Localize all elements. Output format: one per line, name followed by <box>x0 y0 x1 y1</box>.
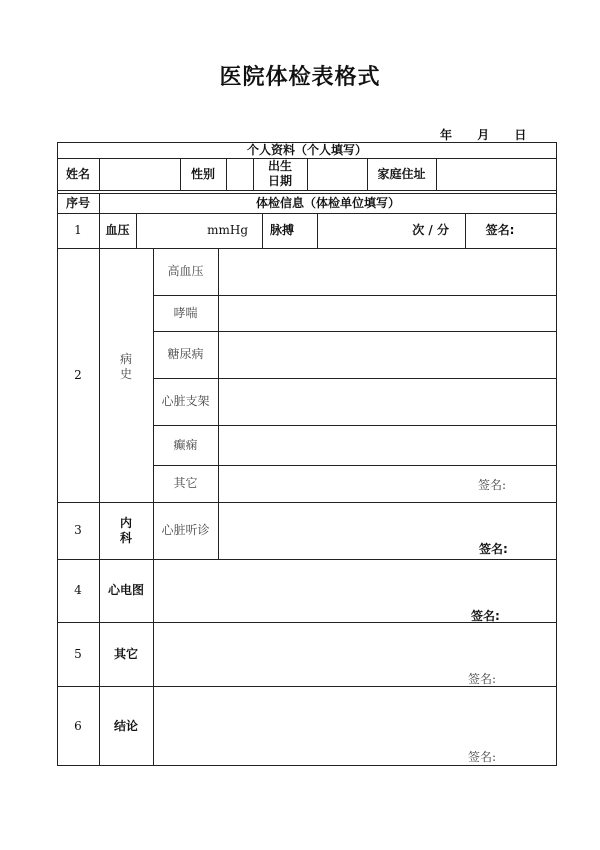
date-day-label: 日 <box>514 128 527 142</box>
history-item-field[interactable] <box>218 425 557 465</box>
history-label-line2: 史 <box>119 367 132 381</box>
history-item-label: 癫痫 <box>173 437 198 452</box>
history-item-label: 哮喘 <box>173 305 198 320</box>
history-label-line1: 病 <box>119 352 132 366</box>
blood-pressure-label: 血压 <box>105 223 130 237</box>
pulse-field[interactable] <box>317 213 465 248</box>
date-year-label: 年 <box>440 128 453 142</box>
pulse-label: 脉搏 <box>269 223 294 237</box>
ecg-label: 心电图 <box>107 583 144 597</box>
date-line <box>440 126 547 143</box>
page-title: 医院体检表格式 <box>219 64 381 90</box>
other-label: 其它 <box>113 646 138 661</box>
history-item-label: 糖尿病 <box>167 347 204 361</box>
history-item-label: 心脏支架 <box>161 394 210 408</box>
pulse-unit: 次 / 分 <box>412 223 449 237</box>
row-divider <box>57 190 557 191</box>
history-item-field[interactable] <box>218 378 557 425</box>
history-item-label: 高血压 <box>167 264 204 278</box>
gender-field[interactable] <box>226 158 253 190</box>
row-number: 4 <box>74 583 82 597</box>
exam-section-header: 体检信息（体检单位填写） <box>255 195 400 210</box>
birth-date-label-line2: 日期 <box>267 174 292 188</box>
signature-label: 签名: <box>468 750 497 764</box>
birth-date-label <box>253 158 307 190</box>
signature-label: 签名: <box>468 672 497 686</box>
blood-pressure-field[interactable] <box>136 213 262 248</box>
gender-label: 性别 <box>190 166 215 181</box>
row-number: 6 <box>74 718 82 733</box>
history-item-field[interactable] <box>218 331 557 378</box>
internal-medicine-label <box>99 502 153 559</box>
conclusion-field[interactable] <box>153 686 557 766</box>
history-item-label: 其它 <box>173 476 198 490</box>
history-item-field[interactable] <box>218 248 557 295</box>
row-number: 2 <box>74 367 82 382</box>
signature-label: 签名: <box>471 609 500 623</box>
history-item-field[interactable] <box>218 295 557 331</box>
internal-label-line1: 内 <box>119 515 132 530</box>
blood-pressure-unit: mmHg <box>207 223 248 237</box>
signature-label: 签名: <box>485 223 515 237</box>
conclusion-label: 结论 <box>113 718 138 733</box>
internal-label-line2: 科 <box>119 530 132 545</box>
other-field[interactable] <box>153 622 557 686</box>
seq-label: 序号 <box>65 195 90 210</box>
personal-section-header: 个人资料（个人填写） <box>246 142 367 157</box>
name-label: 姓名 <box>65 166 90 181</box>
birth-date-field[interactable] <box>307 158 367 190</box>
address-field[interactable] <box>436 158 557 190</box>
heart-auscultation-label: 心脏听诊 <box>161 523 210 537</box>
row-number: 3 <box>74 523 82 537</box>
row-number: 5 <box>74 646 82 661</box>
birth-date-label-line1: 出生 <box>267 159 292 173</box>
name-field[interactable] <box>99 158 180 190</box>
history-category-label <box>99 248 153 486</box>
signature-label: 签名: <box>479 542 508 556</box>
address-label: 家庭住址 <box>377 166 426 181</box>
date-month-label: 月 <box>477 128 490 142</box>
history-item-field[interactable] <box>218 465 557 502</box>
signature-label: 签名: <box>478 478 507 492</box>
row-number: 1 <box>74 223 82 237</box>
